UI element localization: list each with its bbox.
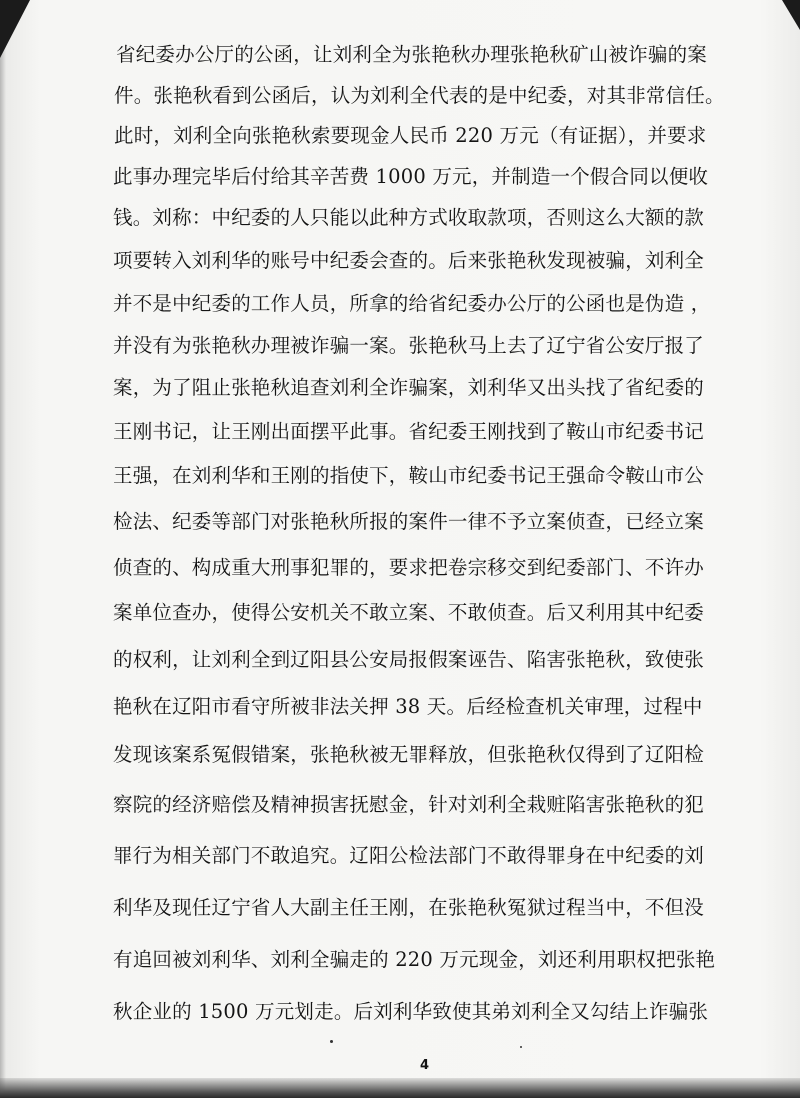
scan-shadow-bottom <box>0 1078 800 1098</box>
text-line: 秋企业的 1500 万元划走。后刘利华致使其弟刘利全又勾结上诈骗张 <box>113 1000 709 1023</box>
text-line: 并不是中纪委的工作人员，所拿的给省纪委办公厅的公函也是伪造 ， <box>113 292 711 315</box>
text-line: 案，为了阻止张艳秋追查刘利全诈骗案，刘利华又出头找了省纪委的 <box>113 376 705 399</box>
text-line: 侦查的、构成重大刑事犯罪的，要求把卷宗移交到纪委部门、不许办 <box>113 556 705 579</box>
text-line: 并没有为张艳秋办理被诈骗一案。张艳秋马上去了辽宁省公安厅报了 <box>113 334 705 357</box>
scan-speck <box>520 1046 522 1048</box>
text-line: 钱。刘称：中纪委的人只能以此种方式收取款项，否则这么大额的款 <box>113 206 705 229</box>
text-line: 检法、纪委等部门对张艳秋所报的案件一律不予立案侦查，已经立案 <box>113 510 705 533</box>
scan-corner-top-right <box>782 0 800 30</box>
text-line: 罪行为相关部门不敢追究。辽阳公检法部门不敢得罪身在中纪委的刘 <box>113 844 705 867</box>
text-line: 件。张艳秋看到公函后，认为刘利全代表的是中纪委，对其非常信任。 <box>114 84 725 107</box>
text-line: 察院的经济赔偿及精神损害抚慰金，针对刘利全栽赃陷害张艳秋的犯 <box>113 793 705 816</box>
text-line: 此时，刘利全向张艳秋索要现金人民币 220 万元（有证据），并要求 <box>114 124 707 147</box>
text-line: 案单位查办，使得公安机关不敢立案、不敢侦查。后又利用其中纪委 <box>113 601 705 624</box>
text-line: 省纪委办公厅的公函，让刘利全为张艳秋办理张艳秋矿山被诈骗的案 <box>116 43 708 66</box>
scan-speck <box>330 1040 333 1043</box>
text-line: 利华及现任辽宁省人大副主任王刚，在张艳秋冤狱过程当中，不但没 <box>113 896 705 919</box>
scan-corner-top-left <box>0 0 30 58</box>
text-line: 发现该案系冤假错案，张艳秋被无罪释放，但张艳秋仅得到了辽阳检 <box>113 743 705 766</box>
text-line: 王强，在刘利华和王刚的指使下，鞍山市纪委书记王强命令鞍山市公 <box>113 464 705 487</box>
text-line: 王刚书记，让王刚出面摆平此事。省纪委王刚找到了鞍山市纪委书记 <box>113 420 705 443</box>
text-line: 此事办理完毕后付给其辛苦费 1000 万元，并制造一个假合同以便收 <box>113 165 709 188</box>
page-number: 4 <box>420 1058 430 1073</box>
scan-shadow-left <box>0 0 6 1098</box>
text-line: 有追回被刘利华、刘利全骗走的 220 万元现金，刘还利用职权把张艳 <box>113 948 716 971</box>
text-line: 艳秋在辽阳市看守所被非法关押 38 天。后经检查机关审理，过程中 <box>113 695 703 718</box>
text-line: 的权利，让刘利全到辽阳县公安局报假案诬告、陷害张艳秋，致使张 <box>113 648 705 671</box>
text-line: 项要转入刘利华的账号中纪委会查的。后来张艳秋发现被骗，刘利全 <box>113 249 705 272</box>
